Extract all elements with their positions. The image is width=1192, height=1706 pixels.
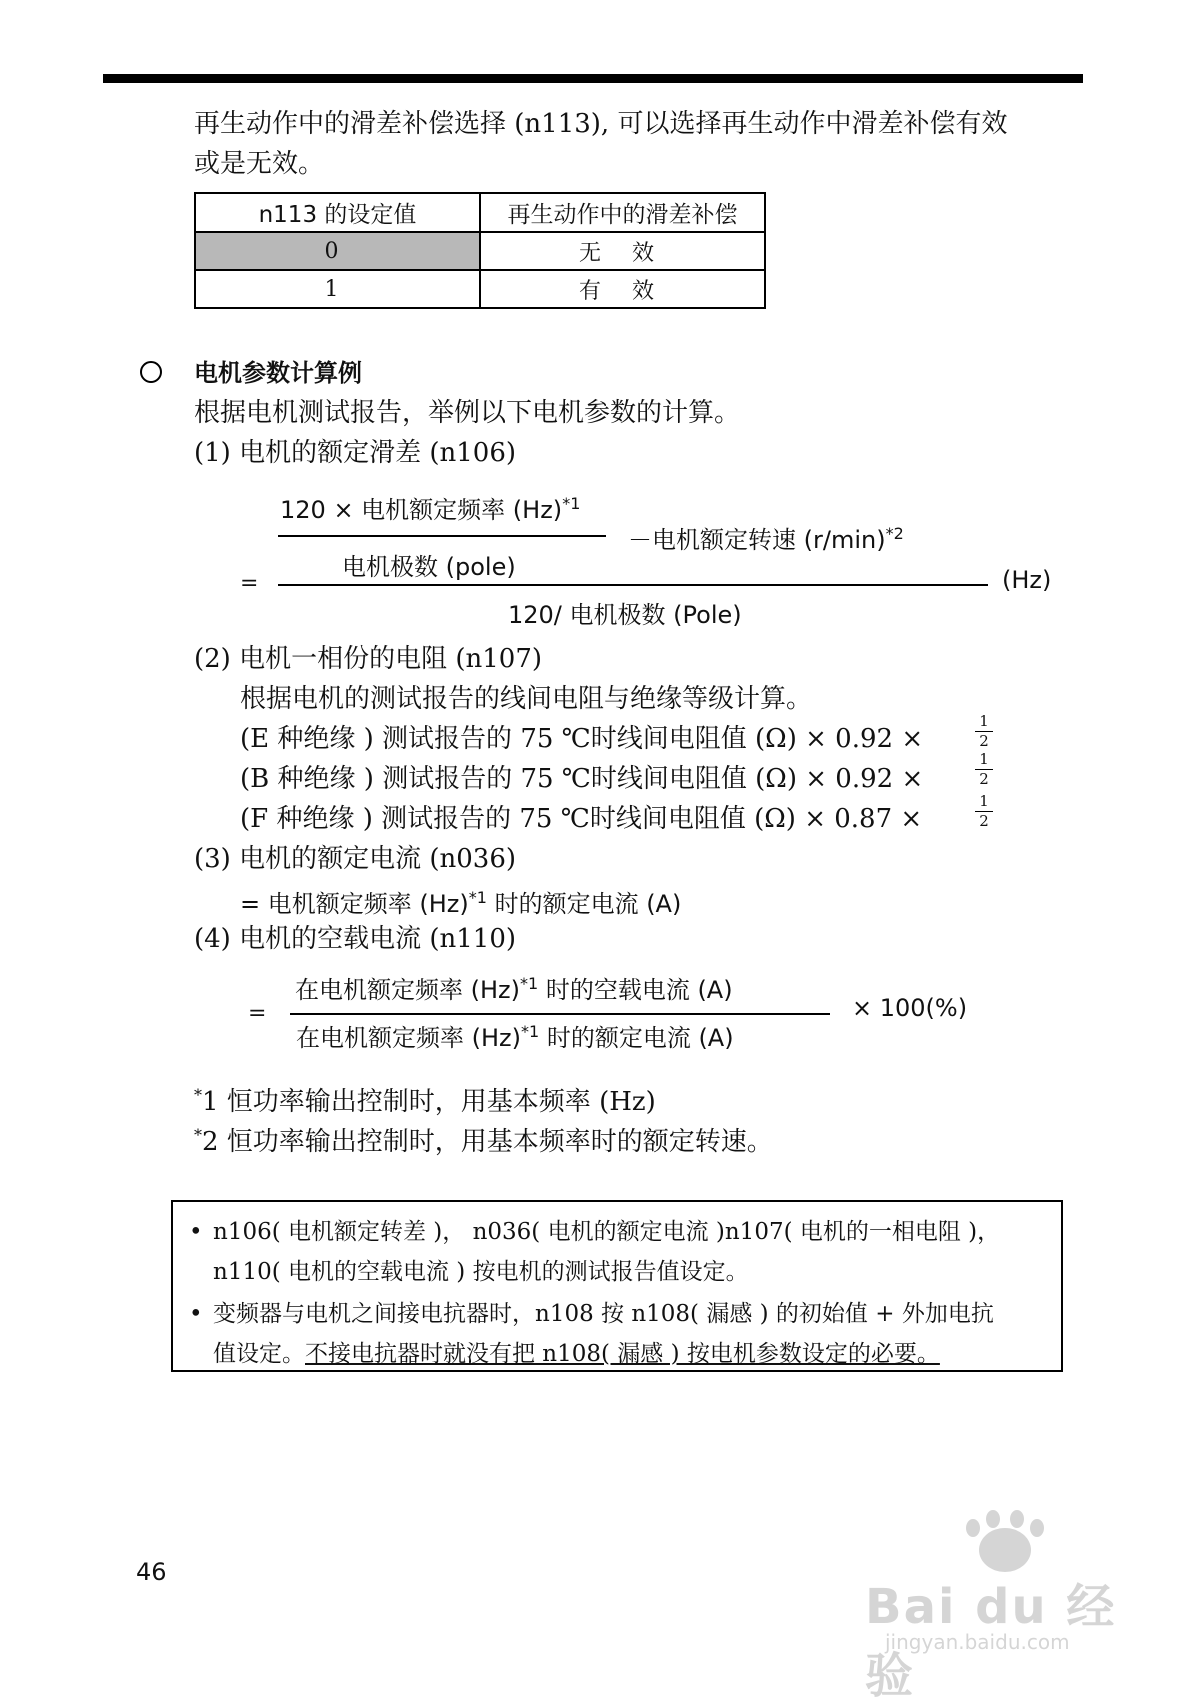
frac-num: 1 — [979, 750, 989, 768]
item3-formula — [240, 884, 681, 919]
table-cell-value: 1 — [195, 270, 480, 308]
table-cell-effect: 有 效 — [480, 270, 765, 308]
top-rule — [103, 74, 1083, 83]
section-intro: 根据电机测试报告，举例以下电机参数的计算。 — [194, 398, 741, 428]
intro-line-2: 或是无效。 — [194, 149, 325, 179]
table-row — [195, 232, 765, 270]
n113-setting-table — [194, 192, 766, 309]
item3-formula-pre: = 电机额定频率 (Hz) — [240, 890, 469, 918]
section-title: 电机参数计算例 — [194, 359, 362, 387]
footnote-ref-1: *1 — [521, 1022, 540, 1041]
intro-line-1: 再生动作中的滑差补偿选择 (n113), 可以选择再生动作中滑差补偿有效 — [194, 109, 1008, 139]
item1-num-top-text: 120 × 电机额定频率 (Hz) — [280, 496, 563, 524]
footnote-ref-1: *1 — [468, 888, 487, 907]
table-cell-value: 0 — [195, 232, 480, 270]
footnote-mark: * — [194, 1125, 202, 1145]
item4-equals: = — [248, 1001, 267, 1026]
item3-label: (3) 电机的额定电流 (n036) — [194, 844, 517, 874]
baidu-watermark — [855, 1510, 1135, 1704]
note1-line1: n106( 电机额定转差 )， n036( 电机的额定电流 )n107( 电机的一相电阻 )， — [213, 1219, 1001, 1245]
item4-numerator — [295, 970, 733, 1005]
frac-num: 1 — [979, 712, 989, 730]
item4-num-pre: 在电机额定频率 (Hz) — [295, 976, 520, 1004]
table-header-row — [195, 193, 765, 232]
resistance-line-e: (E 种绝缘 ) 测试报告的 75 ℃时线间电阻值 (Ω) × 0.92 × — [240, 724, 924, 754]
item4-den-post: 时的额定电流 (A) — [539, 1024, 734, 1052]
watermark-url: jingyan.baidu.com — [885, 1630, 1070, 1654]
footnote-1 — [194, 1082, 656, 1122]
note2-underlined-text: 不接电抗器时就没有把 n108( 漏感 ) 按电机参数设定的必要。 — [305, 1341, 940, 1367]
item1-minus-text: －电机额定转速 (r/min) — [628, 526, 886, 554]
circle-bullet-icon — [140, 361, 162, 383]
footnote-2 — [194, 1122, 773, 1162]
resistance-line-b: (B 种绝缘 ) 测试报告的 75 ℃时线间电阻值 (Ω) × 0.92 × — [240, 764, 924, 794]
footnote-ref-1: *1 — [562, 494, 581, 513]
frac-den: 2 — [979, 812, 989, 830]
note1-bullet: • — [189, 1219, 203, 1245]
frac-den: 2 — [979, 732, 989, 750]
table-cell-effect: 无 效 — [480, 232, 765, 270]
note2-bullet: • — [189, 1301, 203, 1327]
page-number: 46 — [136, 1558, 167, 1586]
watermark-brand: Bai du 经验 — [865, 1579, 1117, 1704]
table-row — [195, 270, 765, 308]
half-fraction — [975, 751, 993, 788]
footnote-text: 1 恒功率输出控制时，用基本频率 (Hz) — [202, 1087, 656, 1117]
item1-label: (1) 电机的额定滑差 (n106) — [194, 438, 517, 468]
item4-num-post: 时的空载电流 (A) — [538, 976, 733, 1004]
resistance-line-f: (F 种绝缘 ) 测试报告的 75 ℃时线间电阻值 (Ω) × 0.87 × — [240, 804, 923, 834]
footnote-ref-2: *2 — [885, 524, 904, 543]
item1-inner-fraction-line — [278, 535, 606, 537]
note2-line2 — [213, 1334, 940, 1374]
footnote-text: 2 恒功率输出控制时，用基本频率时的额定转速。 — [202, 1127, 773, 1157]
item1-denominator: 120/ 电机极数 (Pole) — [508, 601, 742, 629]
item4-label: (4) 电机的空载电流 (n110) — [194, 924, 517, 954]
item2-label: (2) 电机一相份的电阻 (n107) — [194, 644, 543, 674]
half-fraction — [975, 793, 993, 830]
item2-desc: 根据电机的测试报告的线间电阻与绝缘等级计算。 — [240, 684, 813, 714]
frac-num: 1 — [979, 792, 989, 810]
notes-box — [171, 1200, 1063, 1372]
item1-main-fraction-line — [278, 584, 988, 586]
item1-equals: = — [240, 571, 259, 596]
item1-unit: (Hz) — [1002, 566, 1052, 594]
item1-minus-term — [628, 520, 904, 555]
note2-line2-a: 值设定。 — [213, 1341, 305, 1367]
half-fraction — [975, 713, 993, 750]
item1-numerator-bottom: 电机极数 (pole) — [342, 553, 516, 581]
note1-line2: n110( 电机的空载电流 ) 按电机的测试报告值设定。 — [213, 1259, 749, 1285]
item4-multiplier: × 100(%) — [852, 994, 968, 1022]
frac-den: 2 — [979, 770, 989, 788]
table-header-value: n113 的设定值 — [195, 193, 480, 232]
footnote-mark: * — [194, 1085, 202, 1105]
table-header-effect: 再生动作中的滑差补偿 — [480, 193, 765, 232]
item4-fraction-line — [290, 1013, 830, 1015]
note2-line1: 变频器与电机之间接电抗器时，n108 按 n108( 漏感 ) 的初始值 + 外加电抗 — [213, 1301, 994, 1327]
item4-denominator — [296, 1018, 734, 1053]
item4-den-pre: 在电机额定频率 (Hz) — [296, 1024, 521, 1052]
footnote-ref-1: *1 — [520, 974, 539, 993]
item3-formula-post: 时的额定电流 (A) — [486, 890, 682, 918]
item1-numerator-top — [280, 490, 580, 525]
